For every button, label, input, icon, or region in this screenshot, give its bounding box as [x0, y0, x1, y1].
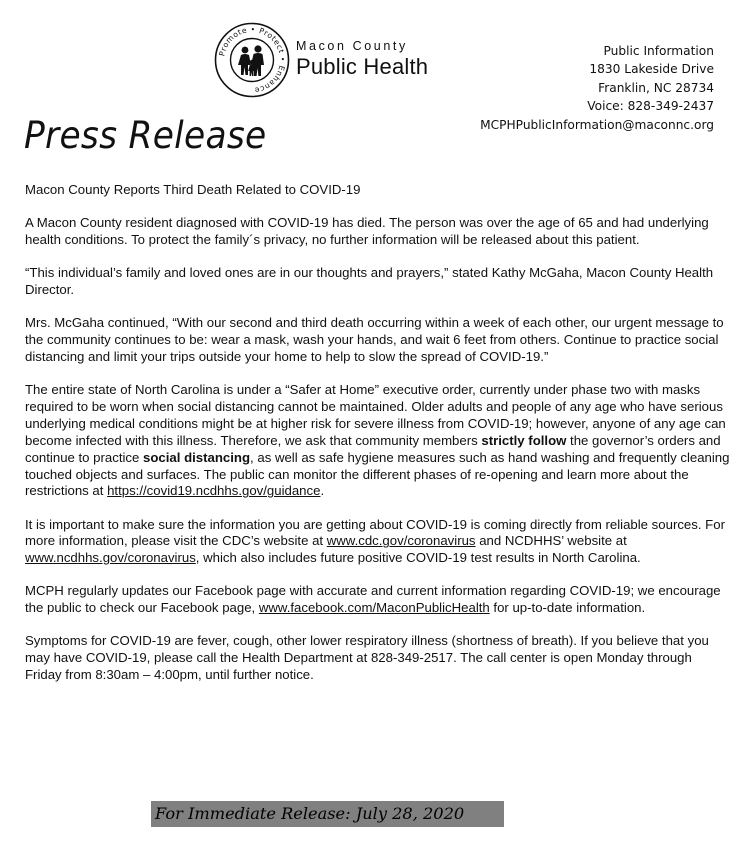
facebook-page-link[interactable]: www.facebook.com/MaconPublicHealth	[258, 600, 490, 616]
p5-text-a: It is important to make sure the information you are getting about COVID-19 is coming directly from reliable sources. For more information, please visit the CDC’s website at	[25, 516, 725, 549]
paragraph-6	[25, 583, 730, 617]
contact-block	[480, 42, 714, 134]
paragraph-2: “This individual’s family and loved ones are in our thoughts and prayers,” stated Kathy McGaha, Macon County Health Director.	[25, 265, 714, 297]
contact-street: 1830 Lakeside Drive	[589, 62, 714, 77]
p4-emphasis-social-distancing: social distancing	[143, 449, 251, 465]
p6-text-b: for up-to-date information.	[489, 600, 646, 616]
ncdhhs-coronavirus-link[interactable]: www.ncdhhs.gov/coronavirus	[25, 550, 196, 566]
p4-text-e: , as well as safe hygiene measures such as hand washing and frequently cleaning touched objects and surfaces. The public can monitor the different phases of re-opening and learn more about the restrictions at	[25, 449, 730, 499]
headline: Macon County Reports Third Death Related to COVID-19	[25, 182, 361, 197]
paragraph-1: A Macon County resident diagnosed with COVID-19 has died. The person was over the age of 65 and had underlying health conditions. To protect the family´s privacy, no further information will be released about this patient.	[25, 215, 709, 247]
org-county: Macon County	[296, 39, 408, 53]
contact-department: Public Information	[603, 44, 714, 58]
p4-text-c: the governor’s orders and continue to practice	[25, 432, 721, 465]
p4-emphasis-strictly-follow: strictly follow	[481, 432, 567, 448]
paragraph-3: Mrs. McGaha continued, “With our second and third death occurring within a week of each other, our urgent message to the community continues to be: wear a mask, wash your hands, and wait 6 feet from others. Continue to practice social distancing and limit your trips outside your home to help to slow the spread of COVID-19.”	[25, 315, 724, 364]
press-release-body	[25, 182, 730, 700]
org-department: Public Health	[296, 53, 429, 79]
contact-phone: Voice: 828-349-2437	[587, 99, 714, 114]
p4-text-a: The entire state of North Carolina is under a “Safer at Home” executive order, currently under phase two with masks required to be worn when social distancing cannot be maintained. Older adults and people of any age who have serious underlying medical conditions might be at higher risk for severe illness from COVID-19; however, anyone of any age can become infected with this illness. Therefore, we ask that community members	[25, 382, 726, 448]
page-title: Press Release	[24, 114, 267, 157]
ncdhhs-guidance-link[interactable]: https://covid19.ncdhhs.gov/guidance	[107, 483, 321, 499]
family-silhouette-icon	[238, 45, 264, 76]
p6-text-a: MCPH regularly updates our Facebook page with accurate and current information regarding COVID-19; we encourage the public to check our Facebook page,	[25, 583, 721, 616]
contact-city: Franklin, NC 28734	[598, 80, 714, 95]
cdc-coronavirus-link[interactable]: www.cdc.gov/coronavirus	[326, 533, 476, 549]
organization-name	[296, 40, 428, 78]
contact-email: MCPHPublicInformation@maconnc.org	[480, 117, 714, 132]
logo-ring-text: Promote • Protect • Enhance	[217, 24, 288, 95]
macon-public-health-logo	[214, 22, 290, 98]
release-date-banner: For Immediate Release: July 28, 2020	[151, 801, 504, 827]
paragraph-7: Symptoms for COVID-19 are fever, cough, other lower respiratory illness (shortness of breath). If you believe that you may have COVID-19, please call the Health Department at 828-349-2517. The call center is open Monday through Friday from 8:30am – 4:00pm, until further notice.	[25, 633, 709, 683]
paragraph-5	[25, 517, 730, 568]
p5-text-b: and NCDHHS’ website at	[475, 533, 627, 549]
p5-text-c: , which also includes future positive COVID-19 test results in North Carolina.	[195, 550, 641, 566]
paragraph-4	[25, 382, 730, 500]
p4-text-f: .	[320, 483, 325, 499]
